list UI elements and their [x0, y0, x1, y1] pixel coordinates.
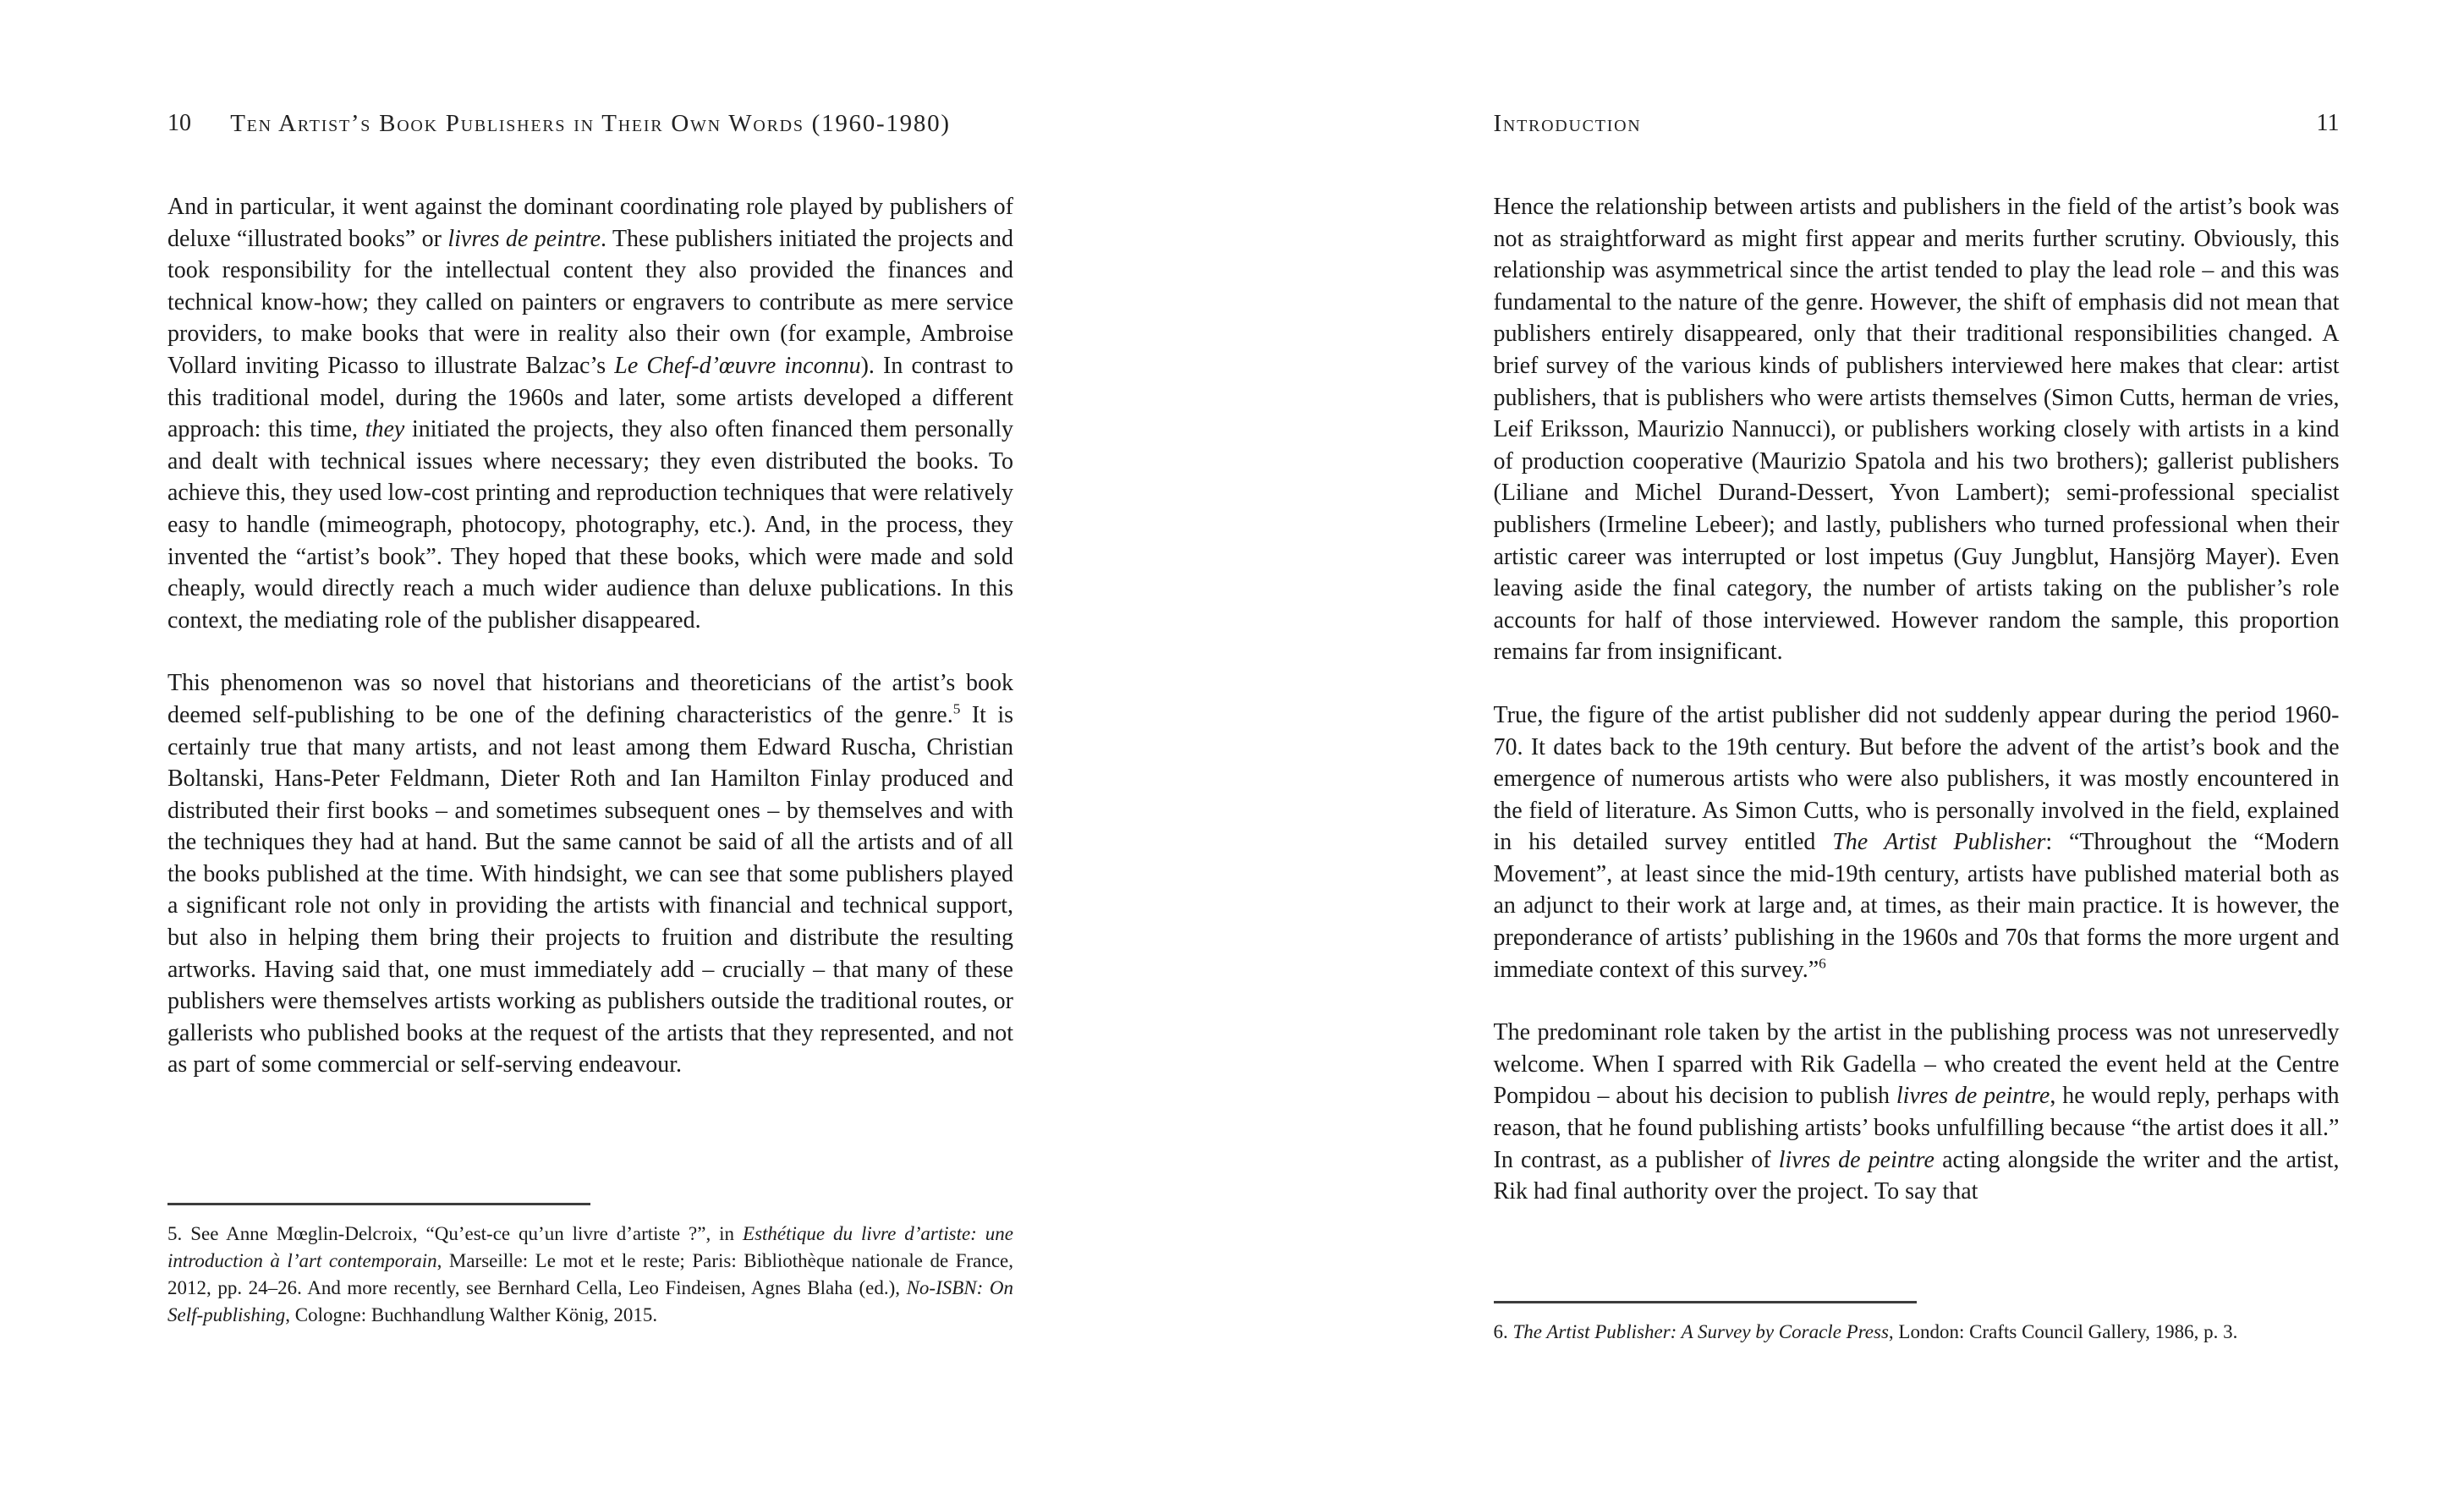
- left-text-column: [167, 191, 1013, 1112]
- footnote-text-left: 5. See Anne Mœglin-Delcroix, “Qu’est-ce qu’un livre d’artiste ?”, in Esthétique du livre d’artiste: une introduction à l’art contemporain, Marseille: Le mot et le reste; Paris: Bibliothèque nationale de France, 2012, pp. 24–26. And more recently, see Bernhard Cella, Leo Findeisen, Agnes Blaha (ed.), No-ISBN: On Self-publishing, Cologne: Buchhandlung Walther König, 2015.: [167, 1223, 1014, 1325]
- page-number-left: 10: [167, 110, 191, 136]
- page-number-right: 11: [2316, 110, 2340, 136]
- right-running-header: [1494, 110, 2340, 144]
- footnote-text-right: 6. The Artist Publisher: A Survey by Coracle Press, London: Crafts Council Gallery, 1986, p. 3.: [1493, 1321, 2238, 1342]
- right-paragraph-1: Hence the relationship between artists and publishers in the field of the artist’s book was not as straightforward as might first appear and merits further scrutiny. Obviously, this relationship was asymmetrical since the artist tended to play the lead role – and this was fundamental to the nature of the genre. However, the shift of emphasis did not mean that publishers entirely disappeared, only that their traditional responsibilities changed. A brief survey of the various kinds of publishers interviewed here makes that clear: artist publishers, that is publishers who were artists themselves (Simon Cutts, herman de vries, Leif Eriksson, Maurizio Nannucci), or publishers working closely with artists in a kind of production cooperative (Maurizio Spatola and his two brothers); gallerist publishers (Liliane and Michel Durand-Dessert, Yvon Lambert); semi-professional specialist publishers (Irmeline Lebeer); and lastly, publishers who turned professional when their artistic career was interrupted or lost impetus (Guy Jungblut, Hansjörg Mayer). Even leaving aside the final category, the number of artists taking on the publisher’s role accounts for half of those interviewed. However random the sample, this proportion remains far from insignificant.: [1493, 194, 2340, 666]
- right-footnote-block: [1494, 1301, 2340, 1346]
- left-paragraph-2: This phenomenon was so novel that historians and theoreticians of the artist’s book deemed self-publishing to be one of the defining characteristics of the genre.$^5$ It is certainly true that many artists, and not least among them Edward Ruscha, Christian Boltanski, Hans-Peter Feldmann, Dieter Roth and Ian Hamilton Finlay produced and distributed their first books – and sometimes subsequent ones – by themselves and with the techniques they had at hand. But the same cannot be said of all the artists and of all the books published at the time. With hindsight, we can see that some publishers played a significant role not only in providing the artists with financial and technical support, but also in helping them bring their projects to fruition and distribute the resulting artworks. Having said that, one must immediately add – crucially – that many of these publishers were themselves artists working as publishers outside the traditional routes, or gallerists who published books at the request of the artists that they represented, and not as part of some commercial or self-serving endeavour.: [167, 670, 1013, 1078]
- page-right: [1232, 0, 2464, 1498]
- left-running-header: [167, 110, 1013, 144]
- right-paragraph-3: The predominant role taken by the artist in the publishing process was not unreservedly welcome. When I sparred with Rik Gadella – who created the event held at the Centre Pompidou – about his decision to publish livres de peintre, he would reply, perhaps with reason, that he found publishing artists’ books unfulfilling because “the artist does it all.” In contrast, as a publisher of livres de peintre acting alongside the writer and the artist, Rik had final authority over the project. To say that: [1493, 1019, 2340, 1205]
- footnote-rule-left: [167, 1203, 590, 1205]
- left-paragraph-1: And in particular, it went against the dominant coordinating role played by publishers of deluxe “illustrated books” or livres de peintre. These publishers initiated the projects and took responsibility for the intellectual content they also provided the finances and technical know-how; they called on painters or engravers to contribute as mere service providers, to make books that were in reality also their own (for example, Ambroise Vollard inviting Picasso to illustrate Balzac’s Le Chef-d’œuvre inconnu). In contrast to this traditional model, during the 1960s and later, some artists developed a different approach: this time, they initiated the projects, they also often financed them personally and dealt with technical issues where necessary; they even distributed the books. To achieve this, they used low-cost printing and reproduction techniques that were relatively easy to handle (mimeograph, photocopy, photography, etc.). And, in the process, they invented the “artist’s book”. They hoped that these books, which were made and sold cheaply, would directly reach a much wider audience than deluxe publications. In this context, the mediating role of the publisher disappeared.: [167, 194, 1013, 634]
- left-footnote-block: [167, 1203, 1013, 1329]
- footnote-rule-right: [1494, 1301, 1917, 1303]
- running-head-right: Introduction: [1493, 110, 1642, 137]
- running-head-left: Ten Artist’s Book Publishers in Their Own Words (1960-1980): [230, 110, 951, 137]
- right-paragraph-2: True, the figure of the artist publisher did not suddenly appear during the period 1960-70. It dates back to the 19th century. But before the advent of the artist’s book and the emergence of numerous artists who were also publishers, it was mostly encountered in the field of literature. As Simon Cutts, who is personally involved in the field, explained in his detailed survey entitled The Artist Publisher: “Throughout the “Modern Movement”, at least since the mid-19th century, artists have published material both as an adjunct to their work at large and, at times, as their main practice. It is however, the preponderance of artists’ publishing in the 1960s and 70s that forms the more urgent and immediate context of this survey.”$^6$: [1493, 701, 2340, 983]
- right-text-column: [1494, 191, 2340, 1239]
